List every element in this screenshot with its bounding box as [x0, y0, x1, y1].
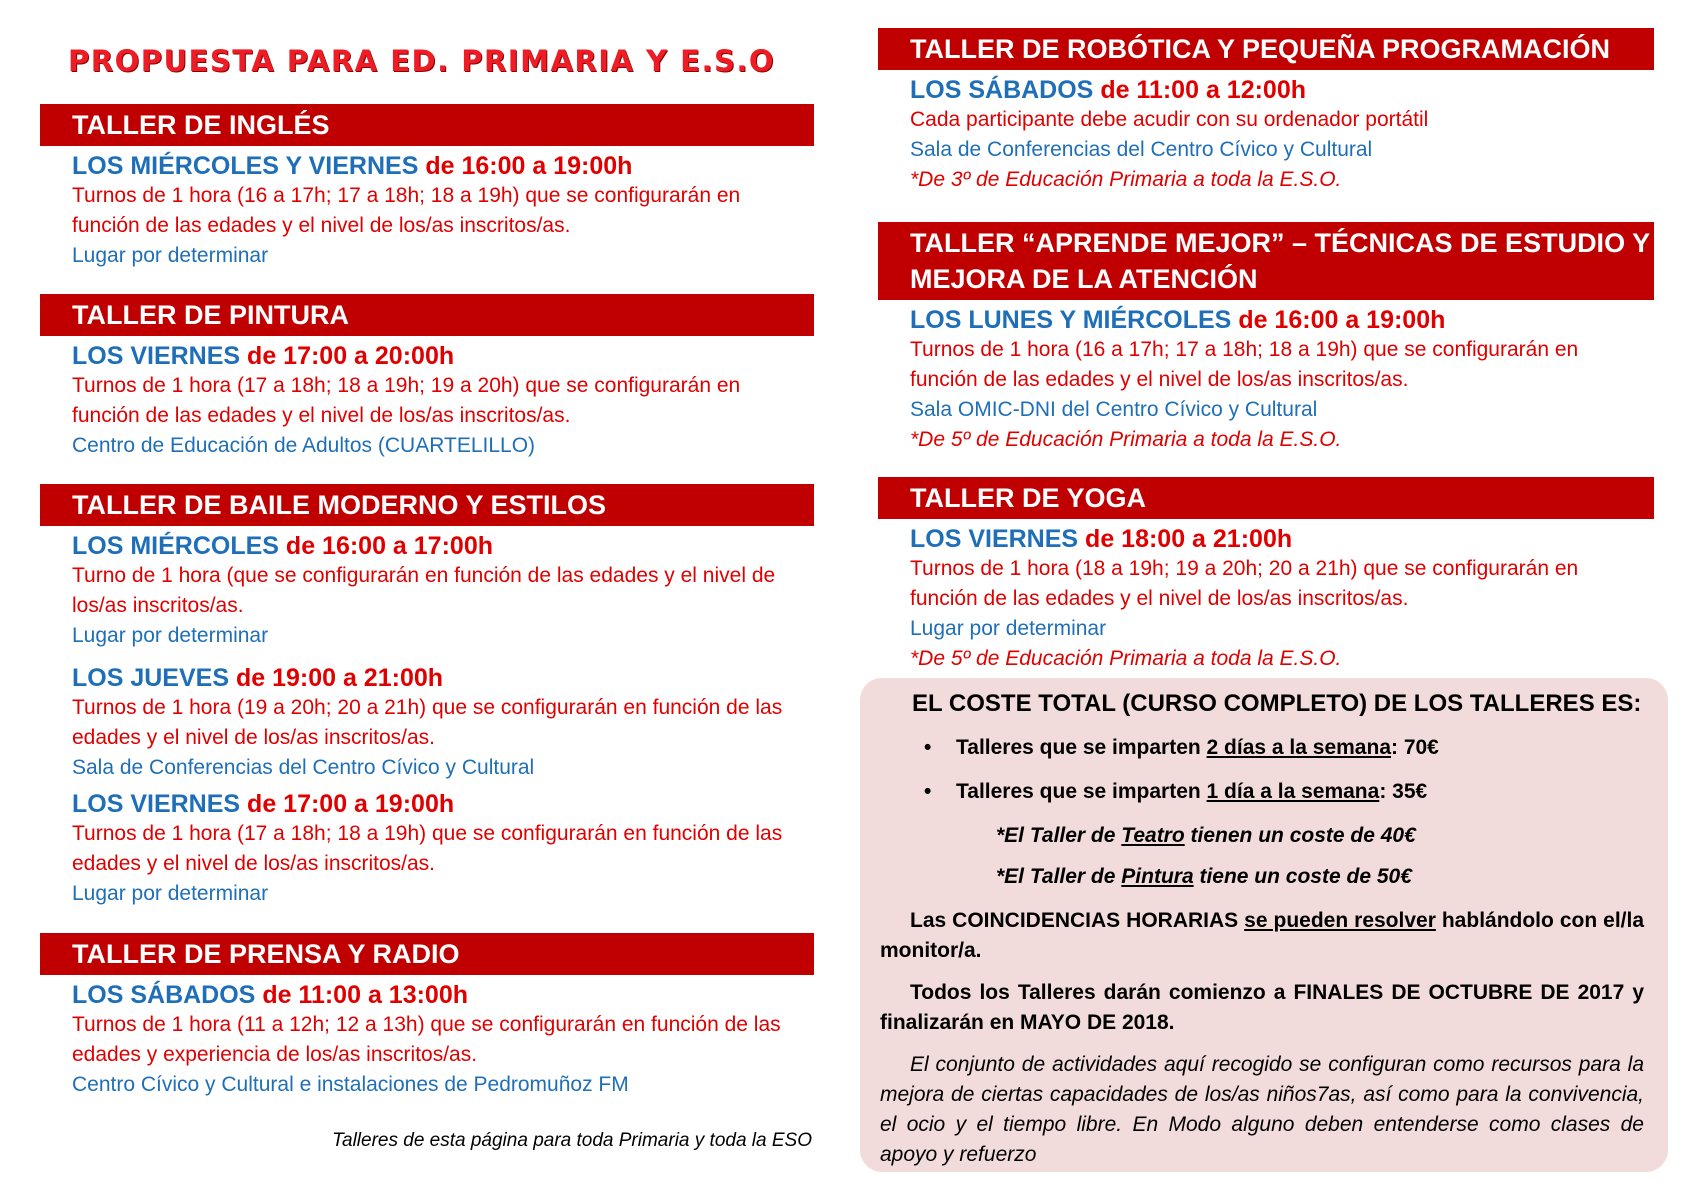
- turns-line: Turnos de 1 hora (11 a 12h; 12 a 13h) que se configurarán en función de las: [72, 1013, 781, 1036]
- schedule-days: LOS VIERNES: [910, 525, 1079, 553]
- schedule: [910, 75, 1654, 105]
- left-column: [40, 104, 814, 1100]
- location: Lugar por determinar: [72, 244, 269, 267]
- taller-robotica-section: [878, 28, 1654, 195]
- section-heading: TALLER DE INGLÉS: [40, 104, 814, 146]
- level-note: *De 5º de Educación Primaria a toda la E.S.O.: [910, 428, 1342, 451]
- taller-ingles-section: [40, 104, 814, 271]
- level-note: *De 3º de Educación Primaria a toda la E.S.O.: [910, 168, 1342, 191]
- schedule-time: de 11:00 a 13:00h: [262, 981, 469, 1009]
- cost-price: tienen un coste de 40€: [1184, 824, 1416, 847]
- schedule: [910, 524, 1654, 554]
- location: Sala OMIC-DNI del Centro Cívico y Cultural: [910, 398, 1318, 421]
- cost-price: : 70€: [1391, 736, 1439, 759]
- cost-text: Talleres que se imparten: [956, 780, 1207, 803]
- turns-line: función de las edades y el nivel de los/as inscritos/as.: [72, 404, 571, 427]
- cost-text: hablándolo con el/la monitor/a.: [880, 909, 1645, 962]
- schedule-time: de 16:00 a 19:00h: [1238, 306, 1446, 334]
- taller-aprende-mejor-section: [878, 222, 1654, 455]
- taller-yoga-section: [878, 477, 1654, 674]
- location: Centro Cívico y Cultural e instalaciones de Pedromuñoz FM: [72, 1073, 629, 1096]
- cost-title: EL COSTE TOTAL (CURSO COMPLETO) DE LOS TALLERES ES:: [912, 690, 1642, 717]
- schedule: [72, 151, 814, 181]
- section-heading: TALLER DE BAILE MODERNO Y ESTILOS: [40, 484, 814, 526]
- cost-text: Las COINCIDENCIAS HORARIAS: [910, 909, 1245, 932]
- taller-pintura-section: [40, 294, 814, 461]
- cost-text-underlined: se pueden resolver: [1244, 909, 1436, 932]
- coincidences-paragraph: [880, 906, 1644, 966]
- schedule-days: LOS VIERNES: [72, 342, 241, 370]
- schedule-days: LOS MIÉRCOLES: [72, 532, 279, 560]
- schedule-days: LOS SÁBADOS: [72, 981, 256, 1009]
- page-title: PROPUESTA PARA ED. PRIMARIA Y E.S.O: [68, 44, 776, 78]
- section-heading: TALLER DE PRENSA Y RADIO: [40, 933, 814, 975]
- cost-text-underlined: Teatro: [1121, 824, 1185, 847]
- turns-line: función de las edades y el nivel de los/as inscritos/as.: [910, 587, 1409, 610]
- section-heading-line: MEJORA DE LA ATENCIÓN: [910, 264, 1258, 294]
- turns-line: Turnos de 1 hora (18 a 19h; 19 a 20h; 20 a 21h) que se configurarán en: [910, 557, 1579, 580]
- cost-text-underlined: 1 día a la semana: [1206, 780, 1380, 803]
- turns-line: edades y el nivel de los/as inscritos/as.: [72, 726, 436, 749]
- schedule: [910, 305, 1654, 335]
- turns-line: función de las edades y el nivel de los/as inscritos/as.: [72, 214, 571, 237]
- schedule-time: de 11:00 a 12:00h: [1100, 76, 1307, 104]
- right-column: [878, 28, 1654, 674]
- location: Lugar por determinar: [72, 624, 269, 647]
- location: Sala de Conferencias del Centro Cívico y Cultural: [910, 138, 1373, 161]
- special-cost-note: [880, 862, 1644, 892]
- left-footer-note: Talleres de esta página para toda Primaria y toda la ESO: [332, 1130, 812, 1151]
- schedule-time: de 17:00 a 19:00h: [247, 790, 455, 818]
- schedule-time: de 16:00 a 17:00h: [285, 532, 493, 560]
- location: Lugar por determinar: [910, 617, 1107, 640]
- section-heading: [878, 222, 1654, 300]
- cost-info-box: [860, 678, 1668, 1172]
- cost-text: *El Taller de: [996, 824, 1122, 847]
- schedule: [72, 531, 814, 561]
- schedule: [72, 341, 814, 371]
- special-cost-note: [880, 821, 1644, 851]
- taller-baile-section: [40, 484, 814, 909]
- section-heading-line: TALLER “APRENDE MEJOR” – TÉCNICAS DE ESTUDIO Y: [910, 228, 1651, 258]
- schedule: [72, 663, 814, 693]
- cost-bullet: [880, 733, 1644, 763]
- location: Centro de Educación de Adultos (CUARTELILLO): [72, 434, 536, 457]
- turns-line: los/as inscritos/as.: [72, 594, 244, 617]
- location: Sala de Conferencias del Centro Cívico y Cultural: [72, 756, 535, 779]
- bullet-icon: •: [924, 780, 932, 803]
- turns-line: Turnos de 1 hora (19 a 20h; 20 a 21h) que se configurarán en función de las: [72, 696, 783, 719]
- turns-line: edades y experiencia de los/as inscritos/as.: [72, 1043, 478, 1066]
- turns-line: edades y el nivel de los/as inscritos/as.: [72, 852, 436, 875]
- schedule-time: de 16:00 a 19:00h: [425, 152, 633, 180]
- level-note: *De 5º de Educación Primaria a toda la E.S.O.: [910, 647, 1342, 670]
- cost-text-underlined: Pintura: [1121, 865, 1194, 888]
- bullet-icon: •: [924, 736, 932, 759]
- schedule: [72, 789, 814, 819]
- schedule-time: de 18:00 a 21:00h: [1085, 525, 1293, 553]
- cost-price: : 35€: [1379, 780, 1428, 803]
- section-heading: TALLER DE YOGA: [878, 477, 1654, 519]
- dates-paragraph: Todos los Talleres darán comienzo a FINALES DE OCTUBRE DE 2017 y finalizarán en MAYO DE 2018.: [880, 981, 1644, 1034]
- cost-bullet: [880, 777, 1644, 807]
- turns-line: Turno de 1 hora (que se configurarán en función de las edades y el nivel de: [72, 564, 776, 587]
- cost-text: Talleres que se imparten: [956, 736, 1207, 759]
- cost-text-underlined: 2 días a la semana: [1206, 736, 1391, 759]
- schedule-days: LOS LUNES Y MIÉRCOLES: [910, 306, 1232, 334]
- schedule-days: LOS SÁBADOS: [910, 76, 1094, 104]
- schedule-days: LOS MIÉRCOLES Y VIERNES: [72, 152, 419, 180]
- taller-prensa-radio-section: [40, 933, 814, 1100]
- section-heading: TALLER DE ROBÓTICA Y PEQUEÑA PROGRAMACIÓN: [878, 28, 1654, 70]
- info-line: Cada participante debe acudir con su ordenador portátil: [910, 108, 1429, 131]
- disclaimer-paragraph: El conjunto de actividades aquí recogido se configuran como recursos para la mejora de ciertas capacidades de los/as niños7as, así como para la convivencia, el ocio y el tiempo libre. En Modo alguno deben entenderse como clases de apoyo y refuerzo: [880, 1053, 1644, 1166]
- cost-text: *El Taller de: [996, 865, 1122, 888]
- schedule: [72, 980, 814, 1010]
- turns-line: Turnos de 1 hora (16 a 17h; 17 a 18h; 18 a 19h) que se configurarán en: [72, 184, 741, 207]
- turns-line: Turnos de 1 hora (17 a 18h; 18 a 19h) que se configurarán en función de las: [72, 822, 783, 845]
- schedule-time: de 19:00 a 21:00h: [235, 664, 444, 692]
- turns-line: Turnos de 1 hora (16 a 17h; 17 a 18h; 18 a 19h) que se configurarán en: [910, 338, 1579, 361]
- cost-price: tiene un coste de 50€: [1193, 865, 1412, 888]
- schedule-days: LOS VIERNES: [72, 790, 241, 818]
- turns-line: Turnos de 1 hora (17 a 18h; 18 a 19h; 19 a 20h) que se configurarán en: [72, 374, 741, 397]
- schedule-days: LOS JUEVES: [72, 664, 229, 692]
- section-heading: TALLER DE PINTURA: [40, 294, 814, 336]
- turns-line: función de las edades y el nivel de los/as inscritos/as.: [910, 368, 1409, 391]
- location: Lugar por determinar: [72, 882, 269, 905]
- schedule-time: de 17:00 a 20:00h: [247, 342, 455, 370]
